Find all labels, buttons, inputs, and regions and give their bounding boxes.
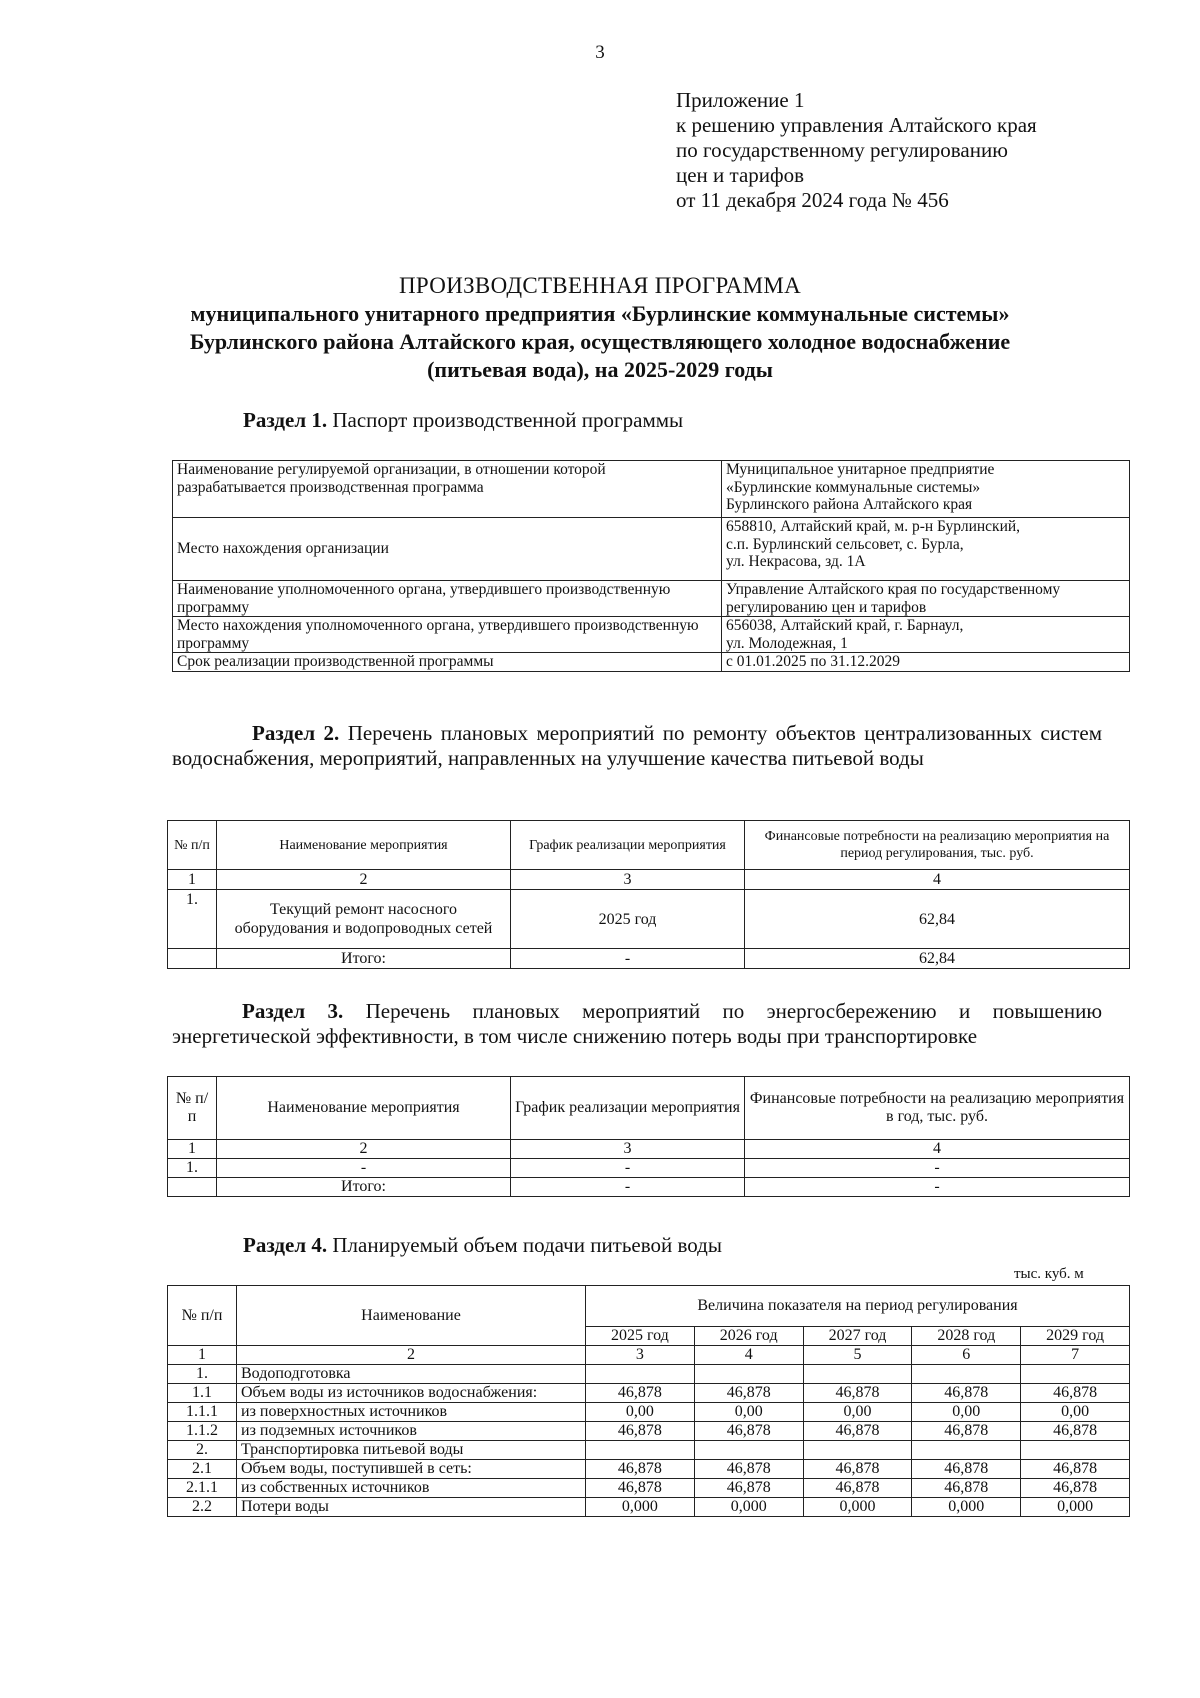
table-row bbox=[168, 870, 1130, 890]
row-finance: 62,84 bbox=[745, 890, 1130, 949]
row-value: 0,000 bbox=[912, 1498, 1021, 1517]
row-num: 1.1 bbox=[168, 1384, 237, 1403]
passport-line: «Бурлинские коммунальные системы» bbox=[726, 478, 981, 496]
row-value: 46,878 bbox=[912, 1384, 1021, 1403]
colnum-cell: 7 bbox=[1021, 1346, 1130, 1365]
row-value: 46,878 bbox=[586, 1384, 695, 1403]
row-value bbox=[586, 1441, 695, 1460]
row-value: 0,000 bbox=[803, 1498, 912, 1517]
appendix-line-5: от 11 декабря 2024 года № 456 bbox=[676, 188, 949, 212]
row-name: из подземных источников bbox=[237, 1422, 586, 1441]
row-value: 46,878 bbox=[912, 1460, 1021, 1479]
table-total-row bbox=[168, 1178, 1130, 1197]
row-value: 46,878 bbox=[912, 1479, 1021, 1498]
table-row bbox=[173, 653, 1130, 672]
title-line-3: Бурлинского района Алтайского края, осуществляющего холодное водоснабжение bbox=[189, 329, 1011, 354]
table-row bbox=[168, 1479, 1130, 1498]
row-name: из поверхностных источников bbox=[237, 1403, 586, 1422]
colnum-cell: 3 bbox=[511, 1140, 745, 1159]
row-num: 1.1.2 bbox=[168, 1422, 237, 1441]
row-value: 46,878 bbox=[586, 1479, 695, 1498]
header-finance: Финансовые потребности на реализацию мероприятия на период регулирования, тыс. руб. bbox=[745, 821, 1130, 870]
table-header-row bbox=[168, 1077, 1130, 1140]
section-2-heading bbox=[172, 721, 1102, 771]
row-value: 46,878 bbox=[803, 1422, 912, 1441]
row-value bbox=[803, 1441, 912, 1460]
row-schedule: 2025 год bbox=[511, 890, 745, 949]
table-row bbox=[168, 1498, 1130, 1517]
appendix-line-3: по государственному регулированию bbox=[676, 138, 1008, 162]
colnum-cell: 2 bbox=[217, 1140, 511, 1159]
section-3-heading bbox=[172, 999, 1102, 1049]
table-row bbox=[173, 518, 1130, 581]
row-value bbox=[912, 1365, 1021, 1384]
section-3-text: Перечень плановых мероприятий по энергосбережению и повышению энергетической эффективности, в том числе снижению потерь воды при транспортировке bbox=[172, 999, 1103, 1048]
row-value bbox=[586, 1365, 695, 1384]
passport-line: с.п. Бурлинский сельсовет, с. Бурла, bbox=[726, 535, 964, 553]
passport-cell-left: Место нахождения организации bbox=[173, 518, 722, 581]
row-value: 0,00 bbox=[1021, 1403, 1130, 1422]
header-finance: Финансовые потребности на реализацию мероприятия в год, тыс. руб. bbox=[745, 1077, 1130, 1140]
header-num: № п/п bbox=[168, 821, 217, 870]
table-header-row bbox=[168, 1286, 1130, 1327]
row-name: Объем воды из источников водоснабжения: bbox=[237, 1384, 586, 1403]
table-row bbox=[168, 1441, 1130, 1460]
table-row bbox=[168, 1460, 1130, 1479]
page-number: 3 bbox=[595, 42, 605, 63]
section-2-text: Перечень плановых мероприятий по ремонту объектов централизованных систем водоснабжения, мероприятий, направленных на улучшение качества питьевой воды bbox=[172, 721, 1102, 770]
total-finance: 62,84 bbox=[745, 949, 1130, 969]
colnum-cell: 2 bbox=[237, 1346, 586, 1365]
header-year: 2026 год bbox=[694, 1327, 803, 1346]
row-num: 1. bbox=[168, 890, 217, 949]
colnum-cell: 5 bbox=[803, 1346, 912, 1365]
document-title bbox=[150, 272, 1050, 384]
section-1-heading bbox=[243, 408, 683, 433]
passport-line: регулированию цен и тарифов bbox=[726, 598, 927, 616]
section-4-table bbox=[167, 1285, 1130, 1517]
passport-cell-right bbox=[722, 653, 1130, 672]
section-3-table bbox=[167, 1076, 1130, 1197]
passport-line: ул. Молодежная, 1 bbox=[726, 634, 848, 652]
row-value: 0,00 bbox=[694, 1403, 803, 1422]
passport-line: Управление Алтайского края по государственному bbox=[726, 581, 1061, 598]
header-schedule: График реализации мероприятия bbox=[511, 821, 745, 870]
section-3-label: Раздел 3. bbox=[242, 999, 344, 1023]
row-value: 46,878 bbox=[1021, 1422, 1130, 1441]
table-row bbox=[168, 1159, 1130, 1178]
row-value bbox=[694, 1365, 803, 1384]
appendix-line-4: цен и тарифов bbox=[676, 163, 805, 187]
table-row bbox=[173, 581, 1130, 617]
row-value bbox=[1021, 1365, 1130, 1384]
total-label: Итого: bbox=[217, 949, 511, 969]
table-row bbox=[173, 461, 1130, 518]
row-value bbox=[912, 1441, 1021, 1460]
row-name: Объем воды, поступившей в сеть: bbox=[237, 1460, 586, 1479]
header-year: 2028 год bbox=[912, 1327, 1021, 1346]
colnum-cell: 3 bbox=[511, 870, 745, 890]
colnum-cell: 3 bbox=[586, 1346, 695, 1365]
row-value: 0,000 bbox=[586, 1498, 695, 1517]
row-name: Текущий ремонт насосного оборудования и водопроводных сетей bbox=[217, 890, 511, 949]
passport-cell-left: Наименование уполномоченного органа, утвердившего производственную программу bbox=[173, 581, 722, 617]
colnum-cell: 4 bbox=[694, 1346, 803, 1365]
row-value: 46,878 bbox=[1021, 1384, 1130, 1403]
row-num: 2.1 bbox=[168, 1460, 237, 1479]
header-num: № п/п bbox=[168, 1286, 237, 1346]
row-value bbox=[803, 1365, 912, 1384]
title-line-1: ПРОИЗВОДСТВЕННАЯ ПРОГРАММА bbox=[399, 273, 801, 298]
passport-cell-left: Наименование регулируемой организации, в отношении которой разрабатывается производственная программа bbox=[173, 461, 722, 518]
table-row bbox=[168, 890, 1130, 949]
row-value: 0,00 bbox=[803, 1403, 912, 1422]
colnum-cell: 1 bbox=[168, 1140, 217, 1159]
header-year: 2029 год bbox=[1021, 1327, 1130, 1346]
row-value: 0,00 bbox=[912, 1403, 1021, 1422]
section-1-label: Раздел 1. bbox=[243, 408, 328, 432]
header-name: Наименование мероприятия bbox=[217, 821, 511, 870]
row-num: 1.1.1 bbox=[168, 1403, 237, 1422]
row-name: Водоподготовка bbox=[237, 1365, 586, 1384]
passport-line: 658810, Алтайский край, м. р-н Бурлинский, bbox=[726, 518, 1021, 535]
passport-table bbox=[172, 460, 1130, 672]
table-row bbox=[168, 1140, 1130, 1159]
passport-line: Муниципальное унитарное предприятие bbox=[726, 461, 995, 478]
header-name: Наименование мероприятия bbox=[217, 1077, 511, 1140]
total-finance: - bbox=[745, 1178, 1130, 1197]
row-value: 0,000 bbox=[694, 1498, 803, 1517]
total-num-cell bbox=[168, 1178, 217, 1197]
row-value: 46,878 bbox=[586, 1422, 695, 1441]
row-value: 46,878 bbox=[586, 1460, 695, 1479]
row-value: 46,878 bbox=[694, 1479, 803, 1498]
row-num: 2. bbox=[168, 1441, 237, 1460]
section-1-text: Паспорт производственной программы bbox=[332, 408, 684, 432]
passport-line: Бурлинского района Алтайского края bbox=[726, 496, 973, 513]
section-4-body bbox=[168, 1365, 1130, 1517]
row-schedule: - bbox=[511, 1159, 745, 1178]
row-value: 46,878 bbox=[1021, 1479, 1130, 1498]
title-line-2: муниципального унитарного предприятия «Бурлинские коммунальные системы» bbox=[190, 301, 1010, 326]
appendix-line-1: Приложение 1 bbox=[676, 88, 805, 112]
table-row bbox=[173, 617, 1130, 653]
title-line-4: (питьевая вода), на 2025-2029 годы bbox=[427, 357, 773, 382]
row-value: 46,878 bbox=[803, 1384, 912, 1403]
total-label: Итого: bbox=[217, 1178, 511, 1197]
units-label: тыс. куб. м bbox=[1014, 1266, 1084, 1282]
table-row bbox=[168, 1422, 1130, 1441]
section-4-label: Раздел 4. bbox=[243, 1233, 328, 1257]
header-schedule: График реализации мероприятия bbox=[511, 1077, 745, 1140]
appendix-line-2: к решению управления Алтайского края bbox=[676, 113, 1037, 137]
passport-cell-left: Место нахождения уполномоченного органа, утвердившего производственную программу bbox=[173, 617, 722, 653]
passport-cell-right bbox=[722, 581, 1130, 617]
table-row bbox=[168, 1384, 1130, 1403]
row-num: 1. bbox=[168, 1159, 217, 1178]
header-num: № п/п bbox=[168, 1077, 217, 1140]
table-row bbox=[168, 1403, 1130, 1422]
row-value: 46,878 bbox=[803, 1460, 912, 1479]
table-row bbox=[168, 1365, 1130, 1384]
header-year: 2027 год bbox=[803, 1327, 912, 1346]
row-num: 2.2 bbox=[168, 1498, 237, 1517]
table-total-row bbox=[168, 949, 1130, 969]
colnum-cell: 4 bbox=[745, 1140, 1130, 1159]
row-value: 46,878 bbox=[1021, 1460, 1130, 1479]
row-name: из собственных источников bbox=[237, 1479, 586, 1498]
row-value: 0,00 bbox=[586, 1403, 695, 1422]
row-value: 46,878 bbox=[803, 1479, 912, 1498]
table-header-row bbox=[168, 821, 1130, 870]
total-num-cell bbox=[168, 949, 217, 969]
row-value: 0,000 bbox=[1021, 1498, 1130, 1517]
row-num: 2.1.1 bbox=[168, 1479, 237, 1498]
passport-line: 656038, Алтайский край, г. Барнаул, bbox=[726, 617, 964, 634]
row-value bbox=[1021, 1441, 1130, 1460]
total-schedule: - bbox=[511, 1178, 745, 1197]
row-name: Потери воды bbox=[237, 1498, 586, 1517]
passport-cell-right bbox=[722, 518, 1130, 581]
passport-line: ул. Некрасова, зд. 1А bbox=[726, 553, 866, 570]
header-group: Величина показателя на период регулирования bbox=[586, 1286, 1130, 1327]
colnum-cell: 2 bbox=[217, 870, 511, 890]
row-value: 46,878 bbox=[694, 1460, 803, 1479]
colnum-cell: 1 bbox=[168, 1346, 237, 1365]
row-value: 46,878 bbox=[694, 1422, 803, 1441]
header-name: Наименование bbox=[237, 1286, 586, 1346]
appendix-block bbox=[676, 88, 1037, 213]
passport-cell-right bbox=[722, 617, 1130, 653]
row-value: 46,878 bbox=[694, 1384, 803, 1403]
row-num: 1. bbox=[168, 1365, 237, 1384]
row-finance: - bbox=[745, 1159, 1130, 1178]
section-2-label: Раздел 2. bbox=[252, 721, 340, 745]
colnum-cell: 6 bbox=[912, 1346, 1021, 1365]
section-2-table bbox=[167, 820, 1130, 969]
row-value bbox=[694, 1441, 803, 1460]
passport-line: с 01.01.2025 по 31.12.2029 bbox=[726, 653, 901, 670]
colnum-cell: 4 bbox=[745, 870, 1130, 890]
row-name: - bbox=[217, 1159, 511, 1178]
section-4-heading bbox=[243, 1233, 722, 1258]
passport-cell-left: Срок реализации производственной программы bbox=[173, 653, 722, 672]
header-year: 2025 год bbox=[586, 1327, 695, 1346]
table-row bbox=[168, 1346, 1130, 1365]
colnum-cell: 1 bbox=[168, 870, 217, 890]
passport-cell-right bbox=[722, 461, 1130, 518]
section-4-text: Планируемый объем подачи питьевой воды bbox=[332, 1233, 722, 1257]
total-schedule: - bbox=[511, 949, 745, 969]
row-value: 46,878 bbox=[912, 1422, 1021, 1441]
row-name: Транспортировка питьевой воды bbox=[237, 1441, 586, 1460]
